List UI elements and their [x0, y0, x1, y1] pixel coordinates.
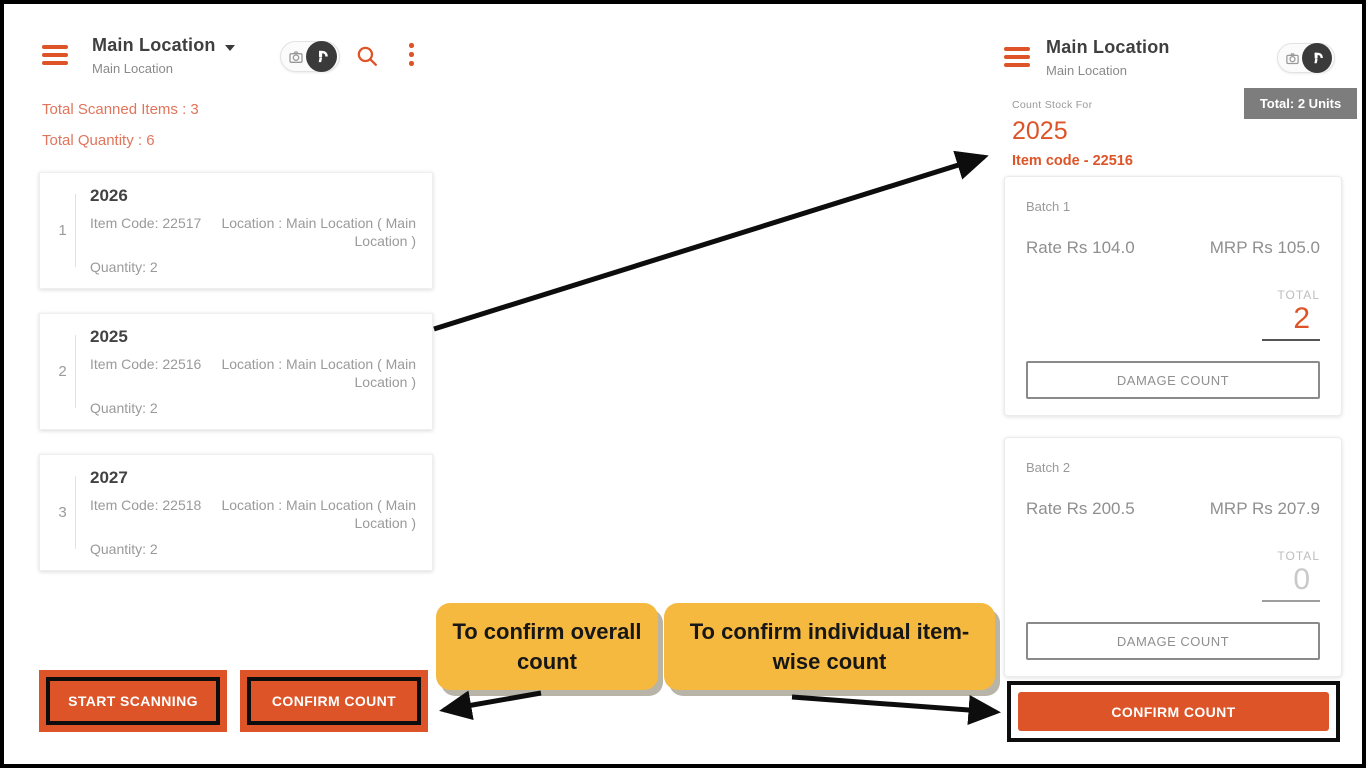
item-index: 3	[50, 476, 76, 549]
confirm-count-label: CONFIRM COUNT	[247, 677, 421, 725]
list-item[interactable]	[39, 454, 433, 571]
batch-label: Batch 1	[1026, 199, 1071, 214]
arrow-overall-confirm	[444, 693, 541, 710]
count-stock-for-label: Count Stock For	[1012, 99, 1093, 111]
callout-itemwise-count: To confirm individual item-wise count	[664, 603, 995, 690]
scanned-items-list	[39, 172, 433, 595]
batch-card-2	[1004, 437, 1342, 677]
batch-label: Batch 2	[1026, 460, 1071, 475]
total-label: TOTAL	[1277, 288, 1320, 302]
count-stock-item-name: 2025	[1012, 117, 1068, 145]
right-location-title: Main Location	[1046, 37, 1170, 57]
batch-rate: Rate Rs 104.0	[1026, 238, 1135, 257]
count-stock-item-code: Item code - 22516	[1012, 153, 1133, 169]
total-scanned-items: Total Scanned Items : 3	[42, 101, 199, 118]
item-quantity: Quantity: 2	[90, 400, 158, 416]
camera-scanner-toggle-right[interactable]	[1277, 43, 1335, 73]
item-name: 2025	[90, 327, 128, 346]
item-code: Item Code: 22516	[90, 356, 202, 372]
item-index: 2	[50, 335, 76, 408]
barcode-scanner-icon	[1302, 43, 1332, 73]
item-code: Item Code: 22518	[90, 497, 202, 513]
batch-rate: Rate Rs 200.5	[1026, 499, 1135, 518]
search-icon[interactable]	[355, 44, 380, 74]
arrow-itemwise-confirm	[792, 697, 996, 712]
item-location: Location : Main Location ( Main Location )	[221, 356, 416, 390]
damage-count-button[interactable]: DAMAGE COUNT	[1026, 622, 1320, 660]
camera-icon	[1285, 51, 1300, 66]
item-quantity: Quantity: 2	[90, 541, 158, 557]
item-location: Location : Main Location ( Main Location )	[221, 215, 416, 249]
item-name: 2027	[90, 468, 128, 487]
camera-icon	[288, 49, 304, 65]
batch-total-input[interactable]: 0	[1262, 563, 1320, 602]
item-name: 2026	[90, 186, 128, 205]
right-location-subtitle: Main Location	[1046, 63, 1127, 78]
right-location-header	[1046, 37, 1170, 78]
total-label: TOTAL	[1277, 549, 1320, 563]
start-scanning-button[interactable]	[39, 670, 227, 732]
batch-total-input[interactable]: 2	[1262, 302, 1320, 341]
confirm-count-button-itemwise[interactable]	[1007, 681, 1340, 742]
callout-overall-count: To confirm overall count	[436, 603, 658, 690]
confirm-count-label: CONFIRM COUNT	[1018, 692, 1329, 731]
left-location-subtitle: Main Location	[92, 61, 173, 76]
list-item[interactable]	[39, 172, 433, 289]
item-index: 1	[50, 194, 76, 267]
item-location: Location : Main Location ( Main Location )	[221, 497, 416, 531]
right-menu-icon[interactable]	[1004, 47, 1030, 67]
left-menu-icon[interactable]	[42, 45, 68, 65]
barcode-scanner-icon	[306, 41, 337, 72]
left-location-selector[interactable]	[92, 35, 235, 76]
batch-mrp: MRP Rs 105.0	[1209, 238, 1320, 257]
left-location-title: Main Location	[92, 35, 216, 55]
item-code: Item Code: 22517	[90, 215, 202, 231]
dropdown-caret-icon	[225, 45, 235, 51]
damage-count-button[interactable]: DAMAGE COUNT	[1026, 361, 1320, 399]
start-scanning-label: START SCANNING	[46, 677, 220, 725]
total-quantity: Total Quantity : 6	[42, 132, 155, 149]
batch-mrp: MRP Rs 207.9	[1209, 499, 1320, 518]
batch-card-1	[1004, 176, 1342, 416]
confirm-count-button-overall[interactable]	[240, 670, 428, 732]
total-units-badge: Total: 2 Units	[1244, 88, 1357, 119]
list-item[interactable]	[39, 313, 433, 430]
overflow-menu-icon[interactable]	[409, 43, 414, 70]
arrow-item-to-detail	[434, 157, 984, 329]
item-quantity: Quantity: 2	[90, 259, 158, 275]
camera-scanner-toggle[interactable]	[280, 41, 340, 72]
